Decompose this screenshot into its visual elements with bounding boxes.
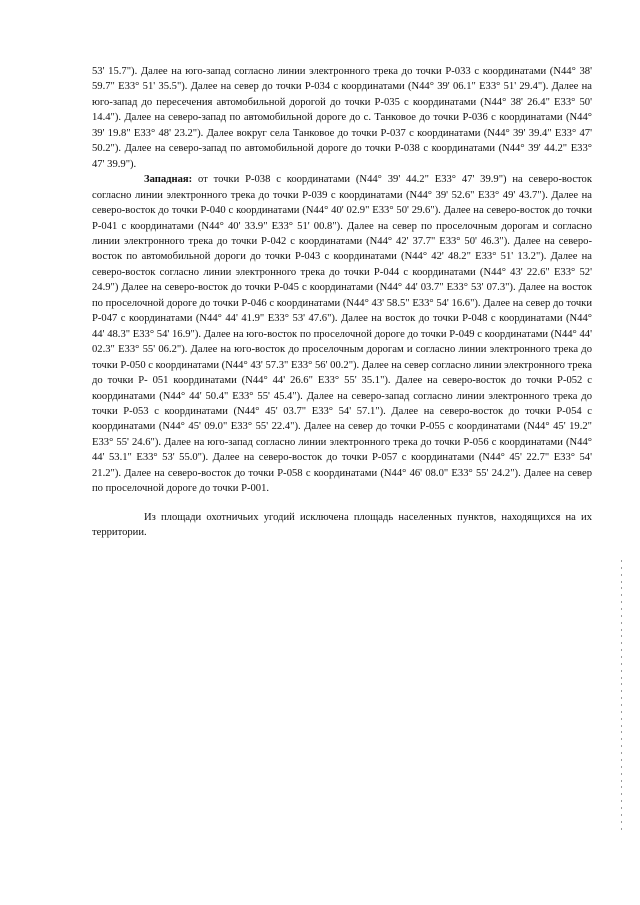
margin-stamp-mark xyxy=(621,670,622,672)
margin-stamp-mark xyxy=(621,587,622,589)
margin-stamp-mark xyxy=(621,711,622,713)
margin-stamp-mark xyxy=(621,690,622,692)
margin-stamp-mark xyxy=(621,622,622,624)
margin-stamp-mark xyxy=(621,786,622,788)
margin-stamp-mark xyxy=(621,697,622,699)
margin-stamp-mark xyxy=(621,574,622,576)
margin-stamp-mark xyxy=(621,738,622,740)
exclusion-note: Из площади охотничьих угодий исключена площадь населенных пунктов, находящихся на их территории. xyxy=(92,511,592,539)
margin-stamp-mark xyxy=(621,718,622,720)
margin-stamp-mark xyxy=(621,615,622,617)
margin-stamp-mark xyxy=(621,800,622,802)
margin-stamp-mark xyxy=(621,560,622,562)
margin-stamp-mark xyxy=(621,635,622,637)
margin-stamp-marks xyxy=(618,560,624,830)
margin-stamp-mark xyxy=(621,677,622,679)
margin-stamp-mark xyxy=(621,731,622,733)
margin-stamp-mark xyxy=(621,773,622,775)
margin-stamp-mark xyxy=(621,704,622,706)
margin-stamp-mark xyxy=(621,642,622,644)
western-boundary-paragraph xyxy=(92,172,592,497)
margin-stamp-mark xyxy=(621,608,622,610)
margin-stamp-mark xyxy=(621,663,622,665)
document-body xyxy=(92,64,592,541)
margin-stamp-mark xyxy=(621,780,622,782)
margin-stamp-mark xyxy=(621,821,622,823)
western-boundary-text: от точки Р-038 с координатами (N44° 39' 44.2" E33° 47' 39.9") на северо-восток согласно линии электронного трека до точки Р-039 с координатами (N44° 39' 52.6" E33° 49' 43.7"). Далее на северо-восток до точки Р-040 с координатами (N44° 40' 02.9" E33° 50' 29.6"). Далее на северо-восток до точки Р-041 с координатами (N44° 40' 33.9" E33° 51' 00.8"). Далее на север по проселочным дорогам и согласно линии электронного трека до точки Р-042 с координатами (N44° 42' 37.7" E33° 50' 46.3"). Далее на северо-восток по автомобильной дороги до точки Р-043 с координатами (N44° 42' 48.2" E33° 51' 13.2"). Далее на северо-восток согласно линии электронного трека до точки Р-044 с координатами (N44° 43' 22.6" E33° 52' 24.9") Далее на северо-восток до точки Р-045 с координатами (N44° 44' 03.7" E33° 53' 07.3"). Далее на восток по проселочной дороге до точки Р-046 с координатами (N44° 43' 58.5" E33° 54' 16.6"). Далее на север до точки Р-047 с координатами (N44° 44' 41.9" E33° 53' 47.6"). Далее на восток до точки Р-048 с координатами (N44° 44' 48.3" E33° 54' 16.9"). Далее на юго-восток по проселочной дороге до точки Р-049 с координатами (N44° 44' 02.3" E33° 55' 06.2"). Далее на юго-восток до проселочным дорогам и согласно линии электронного трека до точки Р-050 с координатами (N44° 43' 57.3" E33° 56' 00.2"). Далее на север согласно линии электронного трека до точки Р- 051 координатами (N44° 44' 26.6" E33° 55' 35.1"). Далее на северо-восток до точки Р-052 с координатами (N44° 44' 50.4" E33° 55' 45.4"). Далее на северо-запад согласно линии электронного трека до точки Р-053 с координатами (N44° 45' 03.7" E33° 54' 57.1"). Далее на северо-восток до точки Р-054 с координатами (N44° 45' 09.0" E33° 55' 22.4"). Далее на север до точки Р-055 с координатами (N44° 45' 19.2" E33° 55' 24.6"). Далее на юго-запад согласно линии электронного трека до точки Р-056 с координатами (N44° 44' 53.1" E33° 53' 55.0"). Далее на северо-восток до точки Р-057 с координатами (N44° 45' 22.7" E33° 54' 21.2"). Далее на северо-восток до точки Р-058 с координатами (N44° 46' 08.0" E33° 55' 24.2"). Далее на север по проселочной дороге до точки Р-001. xyxy=(92,174,592,495)
margin-stamp-mark xyxy=(621,601,622,603)
margin-stamp-mark xyxy=(621,649,622,651)
margin-stamp-mark xyxy=(621,656,622,658)
margin-stamp-mark xyxy=(621,793,622,795)
continued-paragraph: 53' 15.7"). Далее на юго-запад согласно линии электронного трека до точки Р-033 с координатами (N44° 38' 59.7" E33° 51' 35.5"). Далее на север до точки Р-034 с координатами (N44° 39' 06.1" E33° 51' 29.4"). Далее на юго-запад до пересечения автомобильной дорогой до точки Р-035 с координатами (N44° 38' 26.4" E33° 50' 14.4"). Далее на северо-запад по автомобильной дороге до с. Танковое до точки Р-036 с координатами (N44° 39' 19.8" E33° 48' 23.2"). Далее вокруг села Танковое до точки Р-037 с координатами (N44° 39' 39.4" E33° 47' 50.2"). Далее на северо-запад по автомобильной дороге до точки Р-038 с координатами (N44° 39' 44.2" E33° 47' 39.9"). xyxy=(92,66,592,170)
western-boundary-label: Западная: xyxy=(144,174,193,186)
margin-stamp-mark xyxy=(621,807,622,809)
margin-stamp-mark xyxy=(621,828,622,830)
margin-stamp-mark xyxy=(621,759,622,761)
margin-stamp-mark xyxy=(621,725,622,727)
margin-stamp-mark xyxy=(621,567,622,569)
margin-stamp-mark xyxy=(621,766,622,768)
margin-stamp-mark xyxy=(621,745,622,747)
margin-stamp-mark xyxy=(621,683,622,685)
margin-stamp-mark xyxy=(621,814,622,816)
margin-stamp-mark xyxy=(621,752,622,754)
margin-stamp-mark xyxy=(621,629,622,631)
margin-stamp-mark xyxy=(621,581,622,583)
margin-stamp-mark xyxy=(621,594,622,596)
